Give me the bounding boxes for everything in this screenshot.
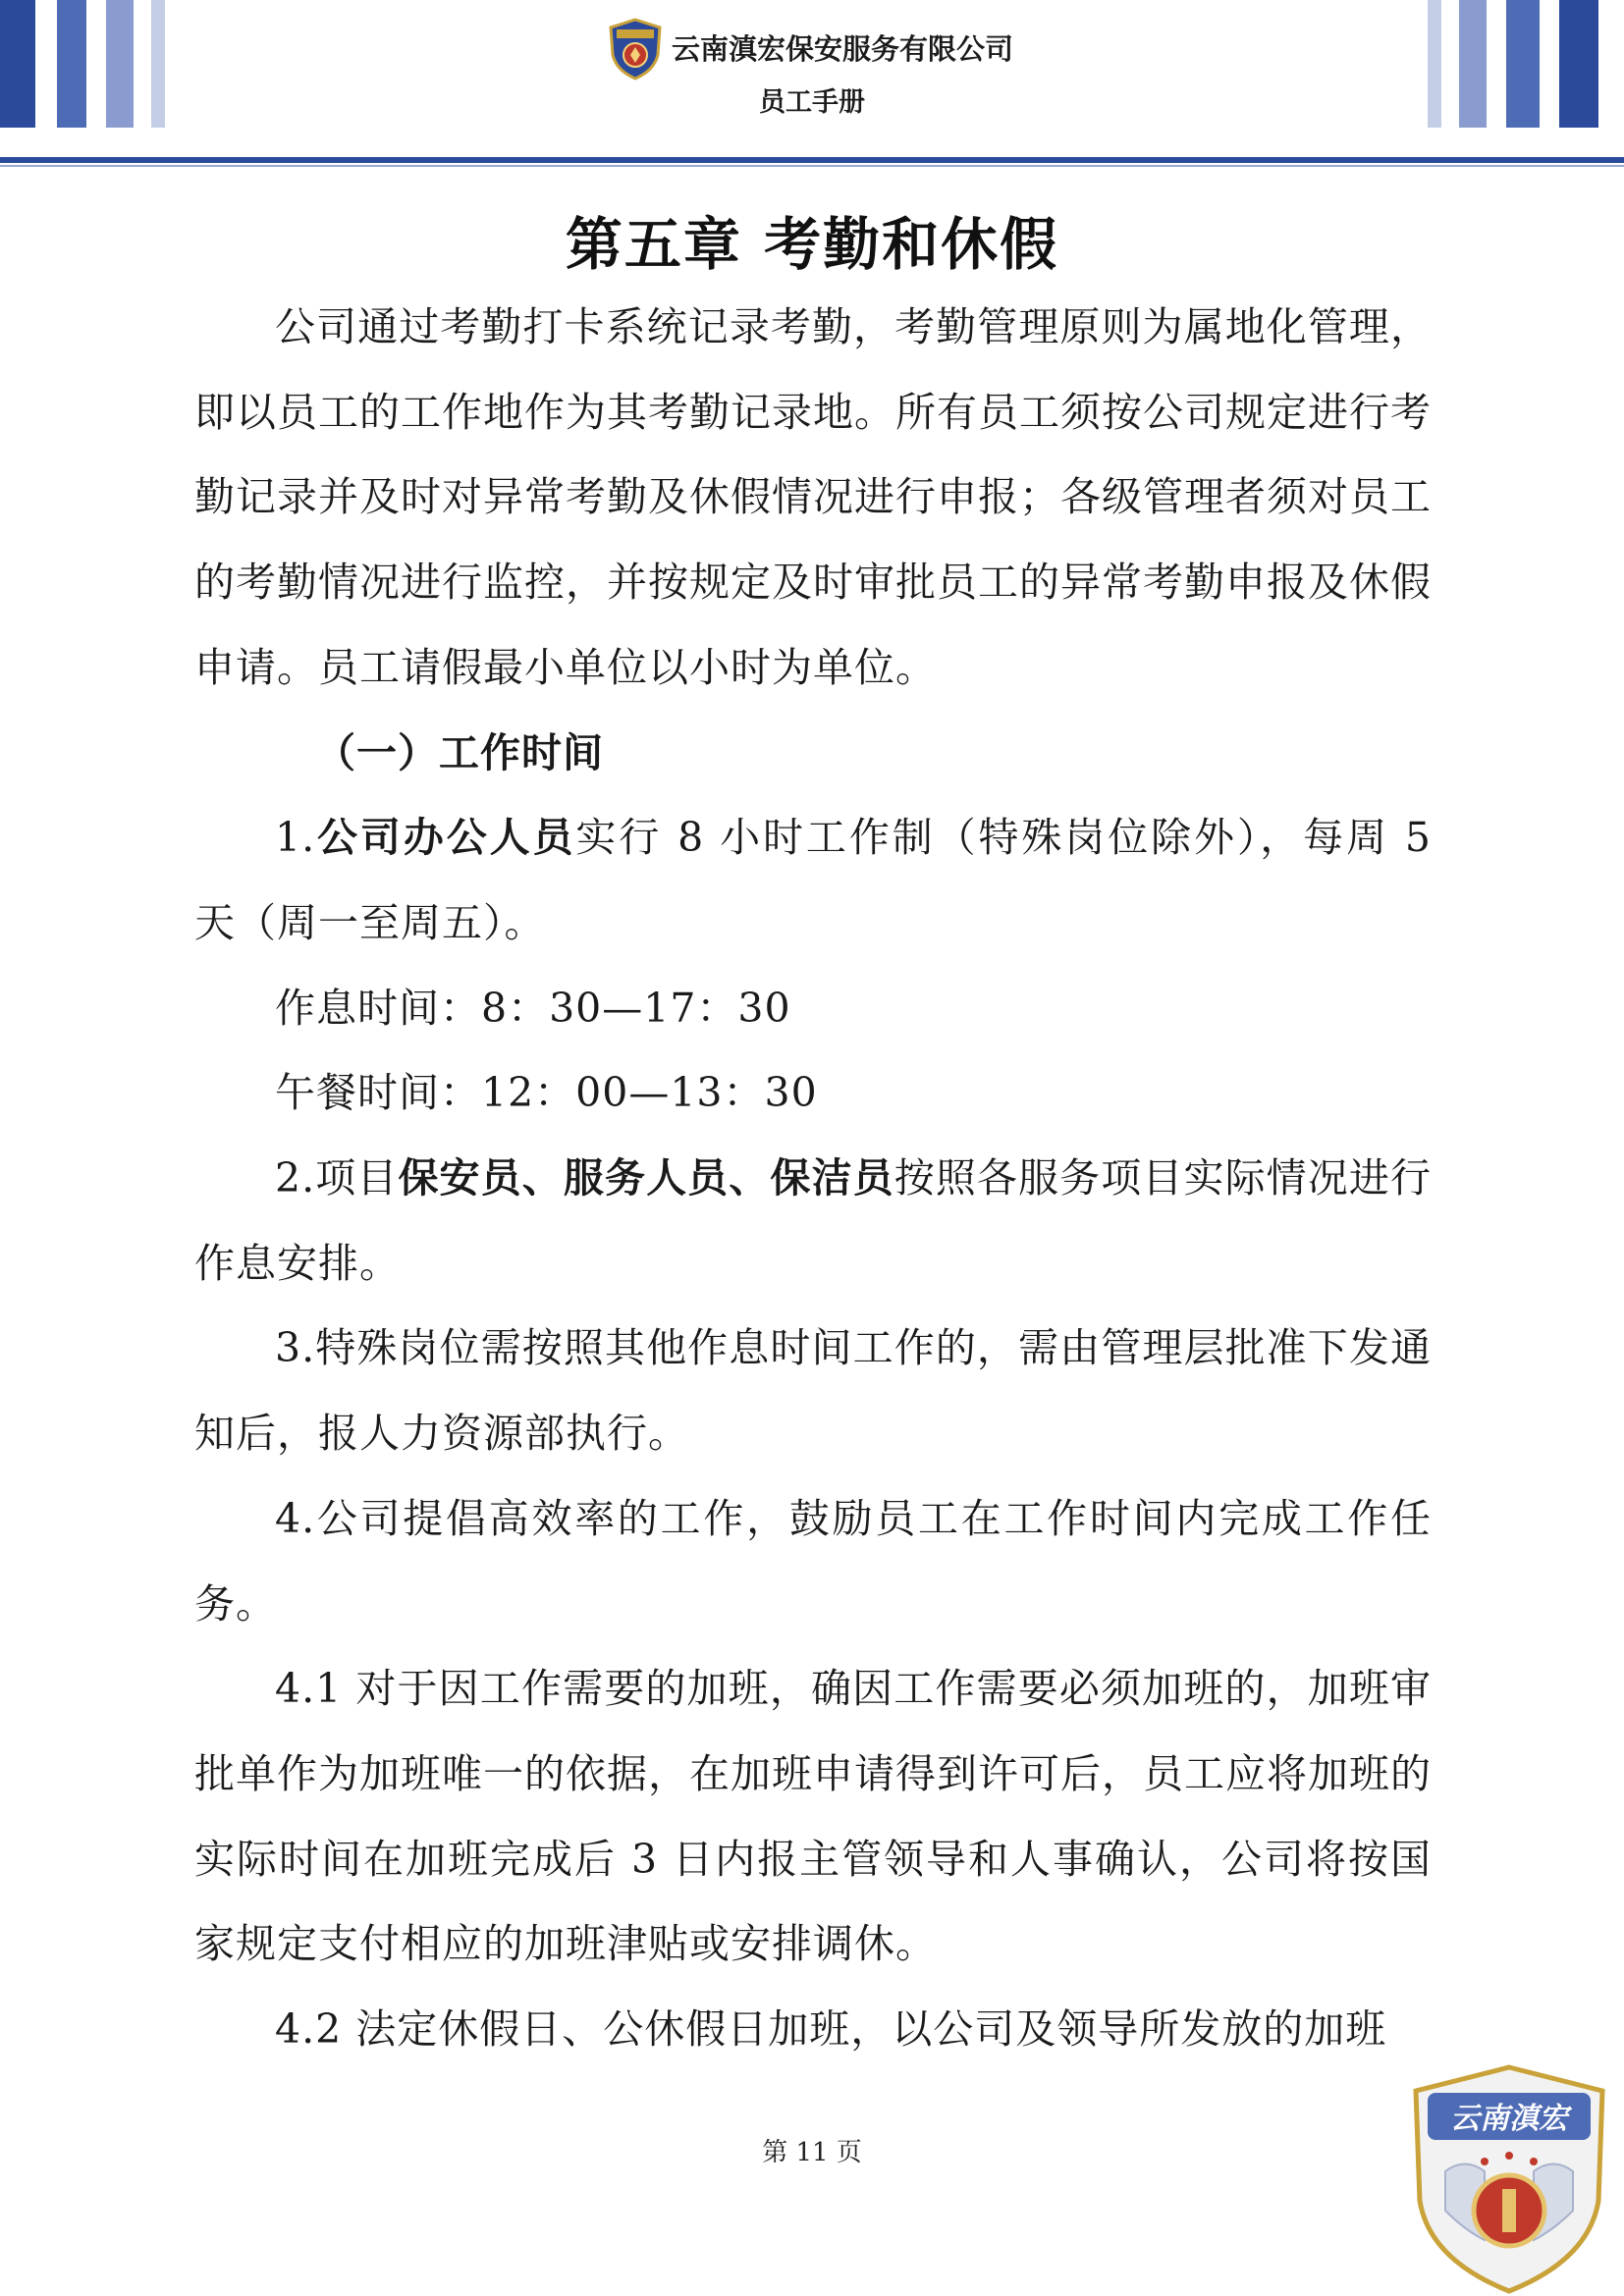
- page-number: 第 11 页: [762, 2138, 862, 2167]
- item-2-paragraph: [194, 1136, 1432, 1306]
- intro-paragraph: 公司通过考勤打卡系统记录考勤，考勤管理原则为属地化管理，即以员工的工作地作为其考勤记录地。所有员工须按公司规定进行考勤记录并及时对异常考勤及休假情况进行申报；各级管理者须对员工的考勤情况进行监控，并按规定及时审批员工的异常考勤申报及休假申请。员工请假最小单位以小时为单位。: [194, 303, 1432, 691]
- chapter-title: 第五章 考勤和休假: [565, 211, 1059, 278]
- item-2-text: 按照各服务项目实际情况进行作息安排。: [194, 1154, 1432, 1287]
- lunch-hours-line: 午餐时间：12：00—13：30: [275, 1069, 818, 1117]
- item-4-2-paragraph: 4.2 法定休假日、公休假日加班，以公司及领导所发放的加班: [275, 2005, 1387, 2054]
- item-4-1-paragraph: 4.1 对于因工作需要的加班，确因工作需要必须加班的，加班审批单作为加班唯一的依据，在加班申请得到许可后，员工应将加班的实际时间在加班完成后 3 日内报主管领导和人事确认，公司将按国家规定支付相应的加班津贴或安排调休。: [194, 1665, 1432, 1968]
- work-hours-line: 作息时间：8：30—17：30: [275, 984, 791, 1032]
- item-1-bold: 公司办公人员: [315, 814, 576, 862]
- item-2-bold: 保安员、服务人员、保洁员: [398, 1154, 894, 1202]
- item-1-paragraph: [194, 795, 1432, 965]
- header-divider: [0, 157, 1624, 163]
- item-1-number: 1.: [275, 814, 316, 862]
- item-1-text: 实行 8 小时工作制（特殊岗位除外），每周 5 天（周一至周五）。: [194, 814, 1432, 946]
- document-body: [194, 285, 1432, 2072]
- company-emblem-icon: [607, 18, 664, 80]
- item-3-paragraph: 3.特殊岗位需按照其他作息时间工作的，需由管理层批准下发通知后，报人力资源部执行。: [194, 1324, 1432, 1458]
- header-divider-thin: [0, 165, 1624, 167]
- badge-text: 云南滇宏: [1450, 2102, 1568, 2136]
- header-company-name: 云南滇宏保安服务有限公司: [672, 32, 1014, 66]
- item-2-prefix: 2.项目: [275, 1154, 399, 1202]
- company-badge-logo: [1406, 2063, 1612, 2294]
- section-heading: （一）工作时间: [315, 728, 604, 776]
- header-subtitle: 员工手册: [759, 87, 865, 118]
- item-4-paragraph: 4.公司提倡高效率的工作，鼓励员工在工作时间内完成工作任务。: [194, 1494, 1432, 1628]
